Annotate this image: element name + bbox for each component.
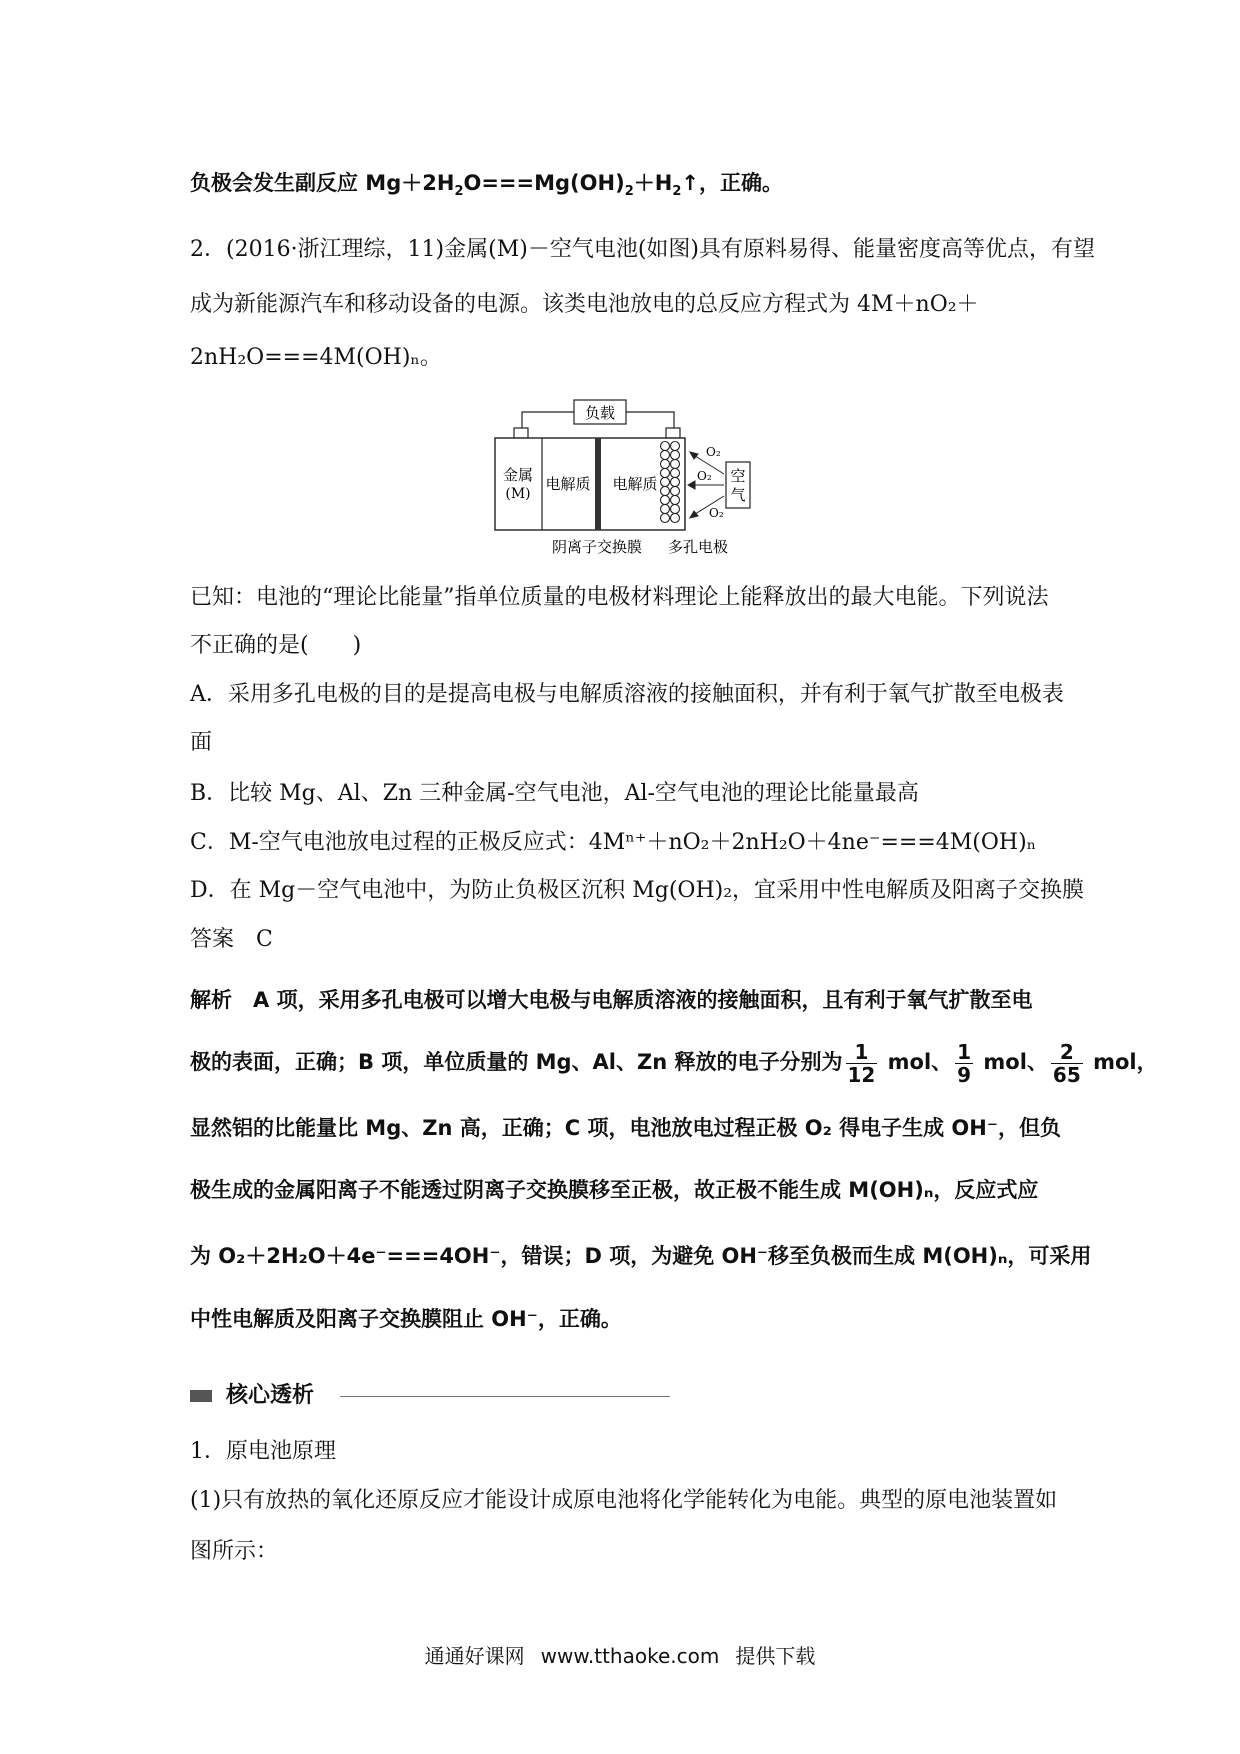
analysis-line-2-text: 极的表面，正确；B 项，单位质量的 Mg、Al、Zn 释放的电子分别为: [190, 1050, 843, 1074]
principle-line-2: 图所示：: [190, 1539, 279, 1564]
mol-2: mol、: [976, 1050, 1048, 1074]
top-line-text-a: 负极会发生副反应 Mg＋2H: [190, 171, 455, 195]
option-b: B．比较 Mg、Al、Zn 三种金属-空气电池，Al-空气电池的理论比能量最高: [190, 781, 919, 806]
option-c: C．M-空气电池放电过程的正极反应式：4Mⁿ⁺＋nO₂＋2nH₂O＋4ne⁻===4M(OH)ₙ: [190, 830, 1037, 855]
metal-label: 金属: [502, 466, 534, 484]
answer: 答案 C: [190, 927, 273, 952]
section-title: 核心透析: [226, 1383, 315, 1408]
principle-line-1: (1)只有放热的氧化还原反应才能设计成原电池将化学能转化为电能。典型的原电池装置如: [190, 1488, 1058, 1513]
air-label-1: 空: [730, 467, 746, 485]
electrode-caption: 多孔电极: [668, 538, 729, 556]
footer-url[interactable]: www.tthaoke.com: [540, 1644, 720, 1668]
positive-terminal: [666, 428, 680, 438]
fraction-1-9: [955, 1041, 973, 1086]
frac3-den: 65: [1052, 1062, 1081, 1087]
mol-1: mol、: [880, 1050, 953, 1074]
section-rule: [340, 1396, 670, 1397]
o2-label-bottom: O₂: [709, 506, 724, 520]
air-label-2: 气: [730, 486, 746, 504]
frac1-num: 1: [846, 1041, 878, 1064]
o2-label-top: O₂: [706, 445, 721, 459]
electrolyte-label-right: 电解质: [612, 475, 658, 493]
membrane-caption: 阴离子交换膜: [552, 538, 643, 556]
analysis-line-6: 中性电解质及阳离子交换膜阻止 OH⁻，正确。: [190, 1307, 622, 1331]
question-line-2: 成为新能源汽车和移动设备的电源。该类电池放电的总反应方程式为 4M＋nO₂＋: [190, 292, 979, 317]
top-line-text-d: ↑，正确。: [681, 171, 783, 195]
mol-3: mol，: [1085, 1050, 1158, 1074]
top-line-text-b: O===Mg(OH): [463, 171, 625, 195]
sub-2a: 2: [454, 184, 464, 200]
option-d: D．在 Mg－空气电池中，为防止负极区沉积 Mg(OH)₂，宜采用中性电解质及阳离子交换膜: [190, 878, 1085, 903]
electrolyte-label-left: 电解质: [545, 475, 591, 493]
section-square-icon: [190, 1390, 212, 1402]
fraction-1-12: [846, 1041, 878, 1086]
analysis-line-1: 解析 A 项，采用多孔电极可以增大电极与电解质溶液的接触面积，且有利于氧气扩散至电: [190, 988, 1033, 1012]
option-a-line-2: 面: [190, 730, 213, 755]
footer-suffix: 提供下载: [735, 1644, 816, 1668]
top-line-text-c: ＋H: [633, 171, 673, 195]
analysis-line-4: 极生成的金属阳离子不能透过阴离子交换膜移至正极，故正极不能生成 M(OH)ₙ，反应式应: [190, 1178, 1039, 1202]
question-line-3: 2nH₂O===4M(OH)ₙ。: [190, 345, 442, 370]
fraction-2-65: [1051, 1041, 1083, 1086]
analysis-line-3: 显然铝的比能量比 Mg、Zn 高，正确；C 项，电池放电过程正极 O₂ 得电子生成 OH⁻，但负: [190, 1116, 1061, 1140]
option-a-line-1: A．采用多孔电极的目的是提高电极与电解质溶液的接触面积，并有利于氧气扩散至电极表: [190, 682, 1064, 707]
frac2-den: 9: [957, 1062, 972, 1087]
frac1-den: 12: [847, 1062, 876, 1087]
frac3-num: 2: [1051, 1041, 1083, 1064]
footer-site-name: 通通好课网: [424, 1644, 525, 1668]
o2-label-mid: O₂: [697, 469, 712, 483]
negative-terminal: [514, 428, 528, 438]
load-label: 负载: [584, 404, 616, 422]
sub-2c: 2: [672, 184, 682, 200]
question-line-1: 2．(2016·浙江理综，11)金属(M)－空气电池(如图)具有原料易得、能量密度高等优点，有望: [190, 237, 1095, 262]
metal-air-battery-diagram: [490, 392, 760, 562]
frac2-num: 1: [957, 1039, 972, 1064]
footer: [0, 1640, 1240, 1669]
known-line-2: 不正确的是( ): [190, 633, 362, 658]
analysis-line-5: 为 O₂＋2H₂O＋4e⁻===4OH⁻，错误；D 项，为避免 OH⁻移至负极而生成 M(OH)ₙ，可采用: [190, 1244, 1092, 1268]
analysis-line-2: [190, 1034, 1158, 1090]
principle-heading: 1．原电池原理: [190, 1439, 336, 1464]
sub-2b: 2: [624, 184, 634, 200]
anion-exchange-membrane: [595, 438, 601, 530]
metal-symbol-label: (M): [505, 486, 531, 502]
known-line-1: 已知：电池的“理论比能量”指单位质量的电极材料理论上能释放出的最大电能。下列说法: [190, 585, 1049, 610]
section-heading: [190, 1380, 690, 1412]
top-line: [190, 168, 1070, 207]
